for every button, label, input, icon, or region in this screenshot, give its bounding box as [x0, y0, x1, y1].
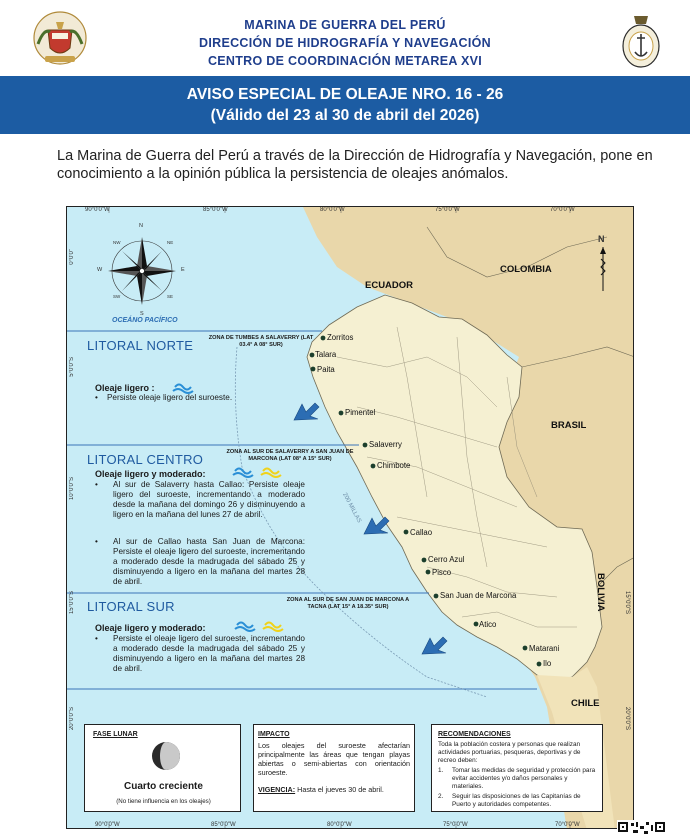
- lunar-phase-heading: FASE LUNAR: [93, 731, 138, 738]
- coord-lat-3: 10°0'0"S: [69, 477, 75, 501]
- lunar-phase-note: (No tiene influencia en los oleajes): [116, 798, 211, 805]
- header-line-2: DIRECCIÓN DE HIDROGRAFÍA Y NAVEGACIÓN: [199, 36, 491, 50]
- compass-ne: NE: [167, 240, 174, 245]
- norte-bullet-text: Persiste oleaje ligero del suroeste.: [106, 393, 233, 402]
- header-line-1: MARINA DE GUERRA DEL PERÚ: [244, 18, 446, 32]
- compass-s: S: [140, 311, 144, 317]
- norte-bullet: • Persiste oleaje ligero del suroeste.: [95, 393, 233, 402]
- sur-subtitle: Oleaje ligero y moderado:: [95, 623, 206, 633]
- coord-top-1: 90°0'0"W: [85, 207, 110, 213]
- zone-norte-label: ZONA DE TUMBES A SALAVERRY (LAT 03.4° A 08° SUR): [208, 335, 314, 348]
- city-salaverry: Salaverry: [369, 440, 402, 449]
- sur-bullet: • Persiste el oleaje ligero del suroeste, incrementando a moderado desde la madrugada del sábado 25 y disminuyendo a ligero en la mañana del martes 28 de abril.: [95, 634, 305, 673]
- compass-w: W: [97, 267, 103, 273]
- coord-bottom-5: 70°0'0"W: [555, 822, 580, 828]
- zone-sur-label: [277, 597, 419, 611]
- compass-se: SE: [167, 294, 174, 299]
- coord-top-4: 75°0'0"W: [435, 207, 460, 213]
- city-chimbote: Chimbote: [377, 461, 411, 470]
- city-ilo: Ilo: [543, 659, 552, 668]
- country-colombia: COLOMBIA: [500, 264, 552, 275]
- country-bolivia: BOLIVIA: [595, 573, 606, 612]
- city-pimentel: Pimentel: [345, 408, 376, 417]
- navy-crest-logo-icon: [30, 8, 90, 68]
- litoral-norte-title: LITORAL NORTE: [87, 338, 194, 353]
- recommendation-item-2: 2. Seguir las disposiciones de las Capitanías de Puerto y autoridades competentes.: [438, 793, 597, 809]
- coord-lat-1: 0°0'0": [69, 249, 75, 265]
- coord-bottom-1: 90°0'0"W: [95, 822, 120, 828]
- recommendation-item-1: 1. Tomar las medidas de seguridad y protección para evitar accidentes y/o daños personales y materiales.: [438, 767, 596, 790]
- city-pisco: Pisco: [432, 568, 452, 577]
- city-talara: Talara: [315, 350, 337, 359]
- coord-bottom-2: 85°0'0"W: [211, 822, 236, 828]
- litoral-sur-title: LITORAL SUR: [87, 599, 175, 614]
- title-banner: [0, 76, 690, 134]
- zone-sur-line-2: TACNA (LAT 15° A 18.35° SUR): [307, 604, 389, 610]
- centro-bullet-2-text: Al sur de Callao hasta San Juan de Marcona: Persiste el oleaje ligero del suroeste, incrementando a moderado desde la madrugada del sábado 25 y disminuyendo a ligero en la mañana del martes 28 de abril.: [113, 537, 305, 586]
- coord-bottom-3: 80°0'0"W: [327, 822, 352, 828]
- city-paita: Paita: [317, 365, 335, 374]
- impact-text: Los oleajes del suroeste afectarían principalmente las áreas que tengan playas abiertas o semi-abiertas con orientación suroeste.: [258, 741, 410, 777]
- centro-bullet-1-text: Al sur de Salaverry hasta Callao: Persiste oleaje ligero del suroeste, incrementando a moderado desde la mañana del domingo 26 y disminuyendo a ligero en la mañana del lunes 27 de abril.: [113, 480, 305, 519]
- bulletin-validity: (Válido del 23 al 30 de abril del 2026): [210, 107, 480, 124]
- impact-box: [253, 724, 415, 812]
- lunar-phase-name: Cuarto creciente: [124, 781, 203, 792]
- country-brasil: BRASIL: [551, 420, 587, 431]
- bulletin-title: AVISO ESPECIAL DE OLEAJE NRO. 16 - 26: [186, 86, 504, 103]
- moon-phase-icon: [151, 741, 181, 771]
- qr-code-icon: [617, 820, 667, 836]
- compass-sw: SW: [113, 294, 121, 299]
- city-zorritos: Zorritos: [327, 333, 354, 342]
- compass-nw: NW: [113, 240, 121, 245]
- header-line-3: CENTRO DE COORDINACIÓN METAREA XVI: [207, 54, 483, 68]
- recommendations-intro: Toda la población costera y personas que realizan actividades portuarias, pesqueras, deportivas y de recreo deben:: [438, 741, 581, 764]
- zone-centro-line-1: ZONA AL SUR DE SALAVERRY A SAN JUAN DE: [226, 449, 354, 455]
- country-ecuador: ECUADOR: [365, 280, 414, 291]
- vigencia-text: Hasta el jueves 30 de abril.: [297, 785, 384, 794]
- compass-e: E: [181, 267, 185, 273]
- dhn-anchor-logo-icon: [620, 12, 662, 70]
- zone-centro-label: [215, 449, 365, 463]
- centro-bullet-1: • Al sur de Salaverry hasta Callao: Persiste oleaje ligero del suroeste, incrementando a moderado desde la mañana del domingo 26 y disminuyendo a ligero en la mañana del lunes 27 de abril.: [95, 480, 305, 519]
- lunar-phase-box: [84, 724, 241, 812]
- coord-top-3: 80°0'0"W: [320, 207, 345, 213]
- coord-lat-4: 15°0'0"S: [69, 591, 75, 615]
- centro-bullet-2: • Al sur de Callao hasta San Juan de Marcona: Persiste el oleaje ligero del suroeste, incrementando a moderado desde la madrugada del sábado 25 y disminuyendo a ligero en la mañana del martes 28 de abril.: [95, 537, 305, 586]
- city-matarani: Matarani: [529, 644, 560, 653]
- norte-subtitle: Oleaje ligero :: [95, 383, 155, 393]
- centro-subtitle: Oleaje ligero y moderado:: [95, 469, 206, 479]
- zone-sur-line-1: ZONA AL SUR DE SAN JUAN DE MARCONA A: [286, 597, 410, 603]
- coord-bottom-4: 75°0'0"W: [443, 822, 468, 828]
- coord-lat-right-5: 20°0'0"S: [624, 707, 630, 731]
- north-label: N: [598, 234, 605, 244]
- recommendations-box: [431, 724, 603, 812]
- coord-top-2: 85°0'0"W: [203, 207, 228, 213]
- recommendation-item-2-text: Seguir las disposiciones de las Capitanías de Puerto y autoridades competentes.: [452, 793, 581, 808]
- vigencia-label: VIGENCIA:: [258, 785, 296, 794]
- impact-heading: IMPACTO: [258, 731, 290, 738]
- litoral-centro-title: LITORAL CENTRO: [87, 452, 204, 467]
- recommendations-heading: RECOMENDACIONES: [438, 731, 511, 738]
- vigencia-line: [258, 785, 410, 794]
- country-chile: CHILE: [571, 698, 600, 709]
- city-atico: Atico: [479, 620, 497, 629]
- miles-label: 200 MILLAS: [341, 492, 362, 524]
- coord-lat-5: 20°0'0"S: [69, 707, 75, 731]
- coord-top-5: 70°0'0"W: [550, 207, 575, 213]
- recommendation-item-1-text: Tomar las medidas de seguridad y protección para evitar accidentes y/o daños personales y materiales.: [452, 767, 596, 790]
- compass-n: N: [139, 223, 143, 229]
- wave-warning-map: [66, 206, 634, 829]
- coord-lat-2: 5°0'0"S: [69, 357, 75, 377]
- city-cerro-azul: Cerro Azul: [428, 555, 465, 564]
- sur-bullet-text: Persiste el oleaje ligero del suroeste, incrementando a moderado desde la madrugada del sábado 25 y disminuyendo a ligero en la mañana del martes 28 de abril.: [113, 634, 305, 673]
- coord-lat-right-4: 15°0'0"S: [624, 591, 630, 615]
- city-san-juan-de-marcona: San Juan de Marcona: [440, 591, 517, 600]
- city-callao: Callao: [410, 528, 433, 537]
- intro-paragraph: La Marina de Guerra del Perú a través de la Dirección de Hidrografía y Navegación, pone en conocimiento a la opinión pública la persistencia de oleajes anómalos.: [57, 148, 653, 182]
- zone-centro-line-2: MARCONA (LAT 08° A 15° SUR): [248, 456, 332, 462]
- ocean-label: OCEÁNO PACÍFICO: [112, 317, 178, 324]
- header: [0, 0, 690, 76]
